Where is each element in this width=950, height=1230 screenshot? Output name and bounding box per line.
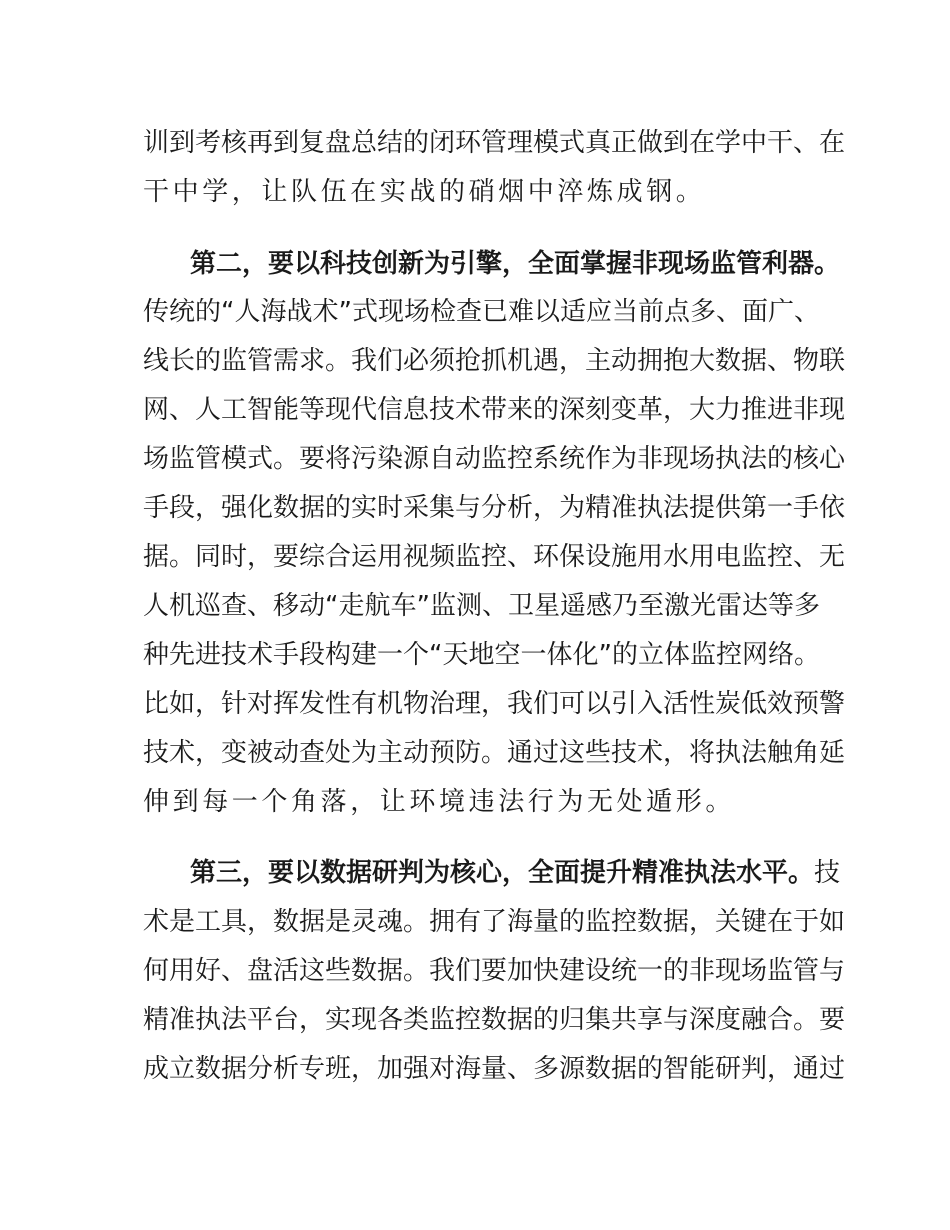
paragraph-3-first-line: [190, 853, 841, 893]
paragraph-2-line-2: 线长的监管需求。我们必须抢抓机遇，主动拥抱大数据、物联: [143, 346, 846, 376]
paragraph-2-line-8: 种先进技术手段构建一个“天地空一体化”的立体监控网络。: [143, 640, 820, 670]
paragraph-3-heading-tail: 技: [814, 858, 841, 888]
paragraph-1-line-1: 训到考核再到复盘总结的闭环管理模式真正做到在学中干、在: [143, 128, 846, 158]
paragraph-2-line-4: 场监管模式。要将污染源自动监控系统作为非现场执法的核心: [143, 444, 846, 474]
paragraph-2-line-5: 手段，强化数据的实时采集与分析，为精准执法提供第一手依: [143, 493, 846, 523]
paragraph-3-line-4: 成立数据分析专班，加强对海量、多源数据的智能研判，通过: [143, 1054, 846, 1084]
paragraph-3-heading: 第三，要以数据研判为核心，全面提升精准执法水平。: [190, 858, 815, 888]
paragraph-1-line-2: 干中学，让队伍在实战的硝烟中淬炼成钢。: [143, 177, 706, 207]
paragraph-3-line-2: 何用好、盘活这些数据。我们要加快建设统一的非现场监管与: [143, 956, 846, 986]
paragraph-3-line-3: 精准执法平台，实现各类监控数据的归集共享与深度融合。要: [143, 1005, 846, 1035]
paragraph-2-line-9: 比如，针对挥发性有机物治理，我们可以引入活性炭低效预警: [143, 689, 846, 719]
paragraph-2-line-10: 技术，变被动查处为主动预防。通过这些技术，将执法触角延: [143, 738, 846, 768]
paragraph-2-line-3: 网、人工智能等现代信息技术带来的深刻变革，大力推进非现: [143, 395, 846, 425]
paragraph-2-heading: 第二，要以科技创新为引擎，全面掌握非现场监管利器。: [190, 249, 841, 279]
paragraph-3-line-1: 术是工具，数据是灵魂。拥有了海量的监控数据，关键在于如: [143, 907, 846, 937]
paragraph-2-line-11: 伸到每一个角落，让环境违法行为无处遁形。: [143, 787, 736, 817]
paragraph-2-line-7: 人机巡查、移动“走航车”监测、卫星遥感乃至激光雷达等多: [143, 591, 820, 621]
paragraph-2-line-1: 传统的“人海战术”式现场检查已难以适应当前点多、面广、: [143, 297, 820, 327]
paragraph-2-line-6: 据。同时，要综合运用视频监控、环保设施用水用电监控、无: [143, 542, 846, 572]
